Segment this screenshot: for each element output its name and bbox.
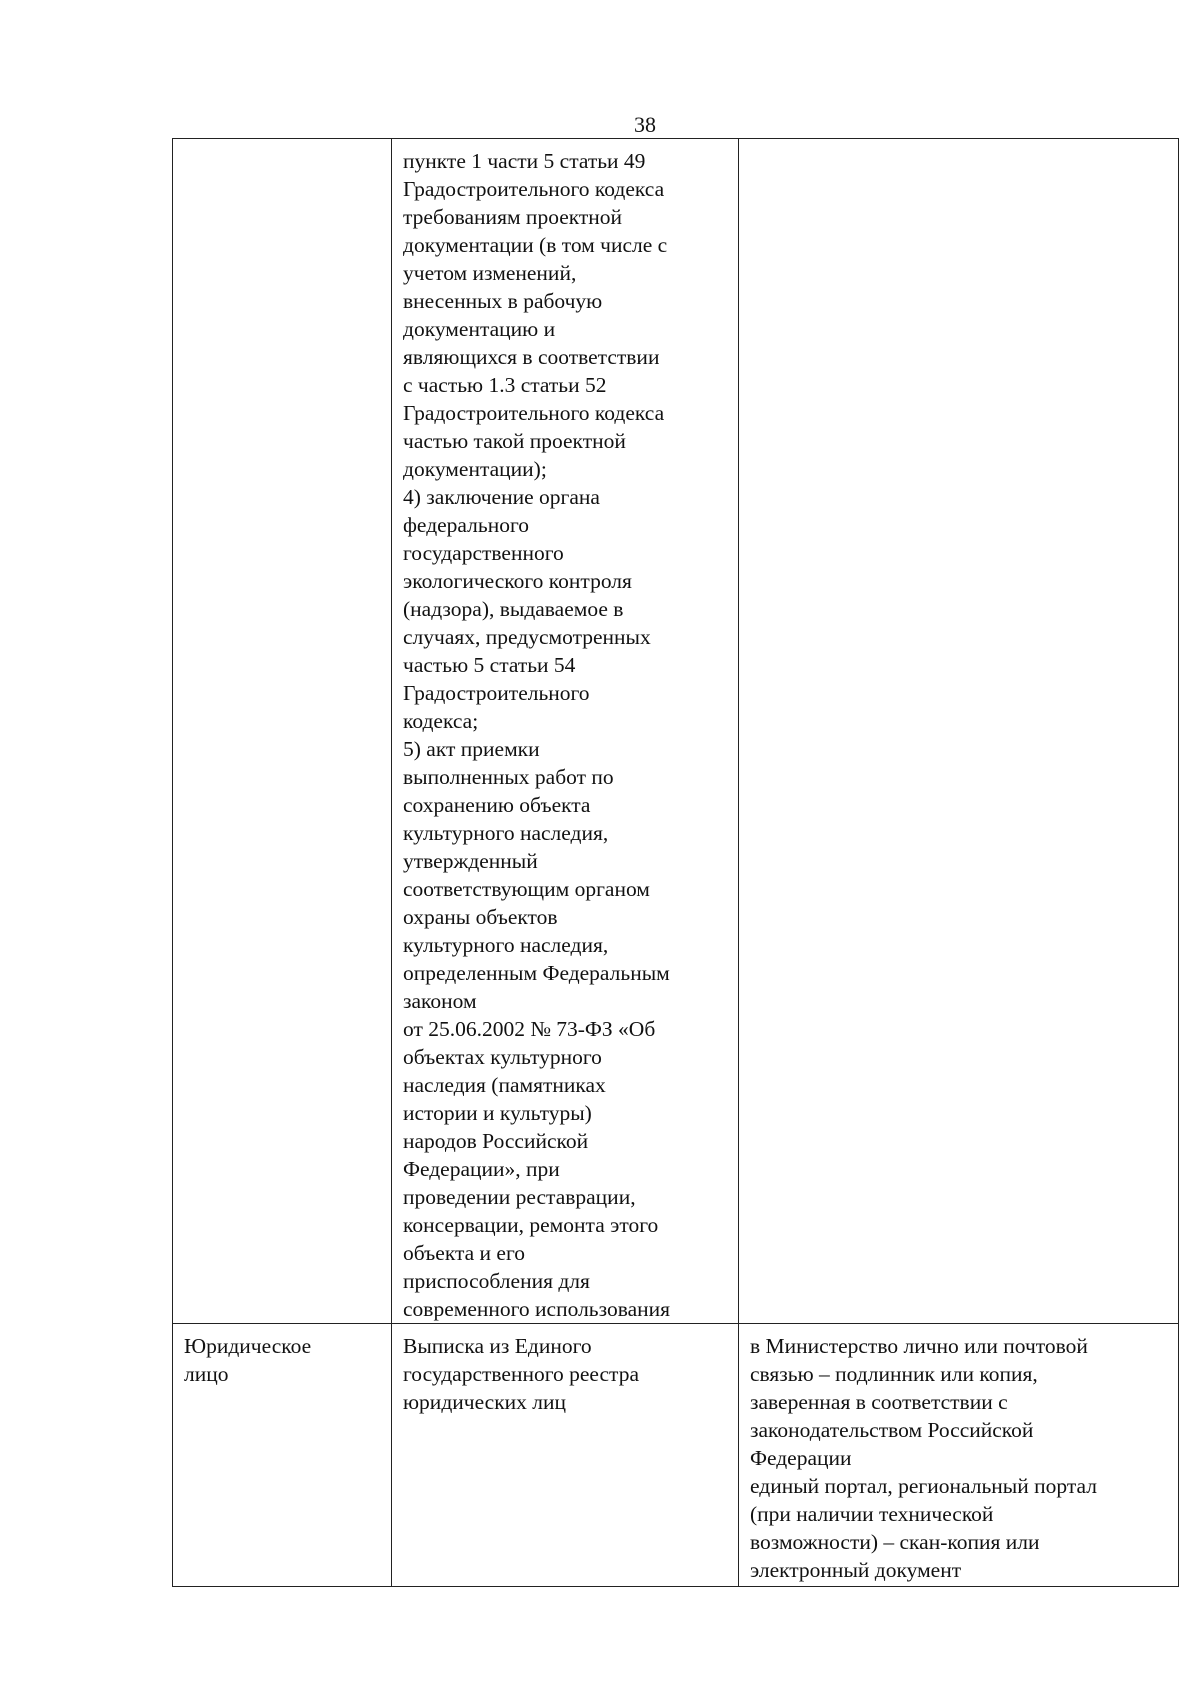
cell-text-line: выполненных работ по — [403, 765, 614, 789]
cell-text-line: (надзора), выдаваемое в — [403, 597, 624, 621]
cell-text-line: от 25.06.2002 № 73-ФЗ «Об — [403, 1017, 656, 1041]
cell-text-line: законом — [403, 989, 477, 1013]
cell-text-line: частью такой проектной — [403, 429, 626, 453]
cell-text-line: требованиям проектной — [403, 205, 623, 229]
cell-text-line: объектах культурного — [403, 1045, 602, 1069]
cell-text-line: документацию и — [403, 317, 556, 341]
cell-text-line: Градостроительного — [403, 681, 590, 705]
cell-text-line: с частью 1.3 статьи 52 — [403, 373, 607, 397]
cell-text-line: приспособления для — [403, 1269, 590, 1293]
cell-text-line: экологического контроля — [403, 569, 632, 593]
cell-text-line: культурного наследия, — [403, 933, 609, 957]
cell-text-line: законодательством Российской — [750, 1418, 1034, 1442]
page-number: 38 — [634, 112, 656, 137]
cell-text-line: случаях, предусмотренных — [403, 625, 651, 649]
cell-text-line: сохранению объекта — [403, 793, 591, 817]
applicant-cell — [173, 139, 392, 1324]
submission-cell — [739, 139, 1179, 1324]
cell-text-line: юридических лиц — [403, 1390, 567, 1414]
cell-text-line: заверенная в соответствии с — [750, 1390, 1008, 1414]
document-cell — [392, 139, 739, 1324]
cell-text-line: охраны объектов — [403, 905, 558, 929]
cell-text-line: Градостроительного кодекса — [403, 177, 665, 201]
cell-text-line: культурного наследия, — [403, 821, 609, 845]
applicant-cell — [173, 1324, 392, 1587]
cell-text-line: утвержденный — [403, 849, 538, 873]
cell-text-line: Федерации — [750, 1446, 852, 1470]
submission-cell — [739, 1324, 1179, 1587]
cell-text-line: лицо — [184, 1362, 229, 1386]
cell-text-line: 5) акт приемки — [403, 737, 540, 761]
cell-text-line: в Министерство лично или почтовой — [750, 1334, 1088, 1358]
cell-text-line: современного использования — [403, 1297, 671, 1321]
cell-text-line: федерального — [403, 513, 529, 537]
cell-text-line: объекта и его — [403, 1241, 526, 1265]
cell-text-line: документации (в том числе с — [403, 233, 668, 257]
document-table — [172, 138, 1179, 1587]
cell-text-line: являющихся в соответствии — [403, 345, 660, 369]
cell-text-line: Юридическое — [184, 1334, 312, 1358]
cell-text-line: проведении реставрации, — [403, 1185, 636, 1209]
cell-text-line: государственного реестра — [403, 1362, 639, 1386]
cell-text-line: государственного — [403, 541, 564, 565]
cell-text-line: внесенных в рабочую — [403, 289, 603, 313]
cell-text-line: электронный документ — [750, 1558, 962, 1582]
cell-text-line: документации); — [403, 457, 547, 481]
cell-text-line: 4) заключение органа — [403, 485, 600, 509]
cell-text-line: истории и культуры) — [403, 1101, 592, 1125]
cell-text-line: Градостроительного кодекса — [403, 401, 665, 425]
cell-text-line: учетом изменений, — [403, 261, 577, 285]
document-cell — [392, 1324, 739, 1587]
cell-text-line: единый портал, региональный портал — [750, 1474, 1097, 1498]
cell-text-line: кодекса; — [403, 709, 479, 733]
cell-text-line: народов Российской — [403, 1129, 589, 1153]
cell-text-line: определенным Федеральным — [403, 961, 670, 985]
cell-text-line: Федерации», при — [403, 1157, 560, 1181]
cell-text-line: частью 5 статьи 54 — [403, 653, 576, 677]
cell-text-line: (при наличии технической — [750, 1502, 994, 1526]
cell-text-line: консервации, ремонта этого — [403, 1213, 659, 1237]
cell-text-line: наследия (памятниках — [403, 1073, 606, 1097]
cell-text-line: возможности) – скан-копия или — [750, 1530, 1040, 1554]
cell-text-line: пункте 1 части 5 статьи 49 — [403, 149, 646, 173]
cell-text-line: связью – подлинник или копия, — [750, 1362, 1038, 1386]
cell-text-line: Выписка из Единого — [403, 1334, 592, 1358]
cell-text-line: соответствующим органом — [403, 877, 650, 901]
table-row — [173, 1324, 1179, 1587]
table-row — [173, 139, 1179, 1324]
